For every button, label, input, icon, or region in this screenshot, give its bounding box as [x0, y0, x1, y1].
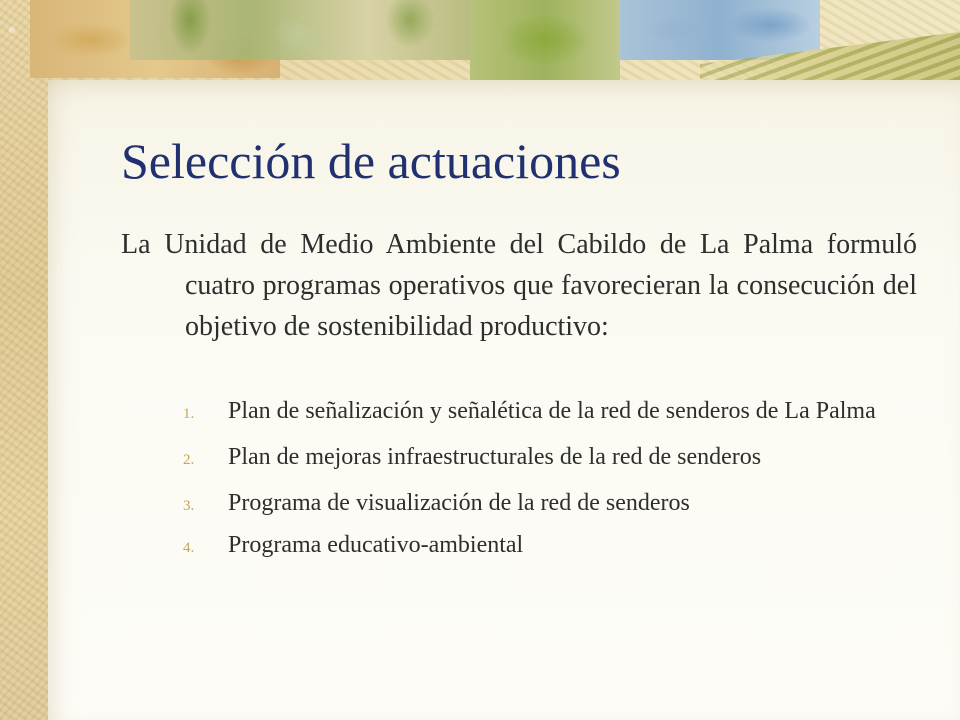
leaf-decoration-image — [470, 0, 620, 80]
left-texture-strip — [0, 0, 48, 720]
intro-paragraph: La Unidad de Medio Ambiente del Cabildo de La Palma formuló cuatro programas operativos que favorecieran la consecución del objetivo de sostenibilidad productivo: — [121, 229, 917, 342]
list-item — [183, 397, 917, 425]
list-item — [183, 531, 917, 559]
list-item-text: Plan de mejoras infraestructurales de la red de senderos — [228, 444, 762, 470]
list-item-text: Programa educativo-ambiental — [228, 532, 524, 558]
list-item-number: 2. — [183, 452, 195, 468]
list-item — [183, 443, 917, 471]
programs-list — [183, 397, 917, 577]
slide-title: Selección de actuaciones — [121, 133, 621, 189]
list-item-text: Plan de señalización y señalética de la red de senderos de La Palma — [228, 398, 876, 424]
list-item-number: 4. — [183, 540, 195, 556]
list-item-number: 1. — [183, 406, 195, 422]
leaf-decoration-image — [130, 0, 470, 60]
list-item — [183, 489, 917, 517]
list-item-text: Programa de visualización de la red de senderos — [228, 490, 690, 516]
leaf-decoration-image — [620, 0, 820, 60]
list-item-number: 3. — [183, 498, 195, 514]
